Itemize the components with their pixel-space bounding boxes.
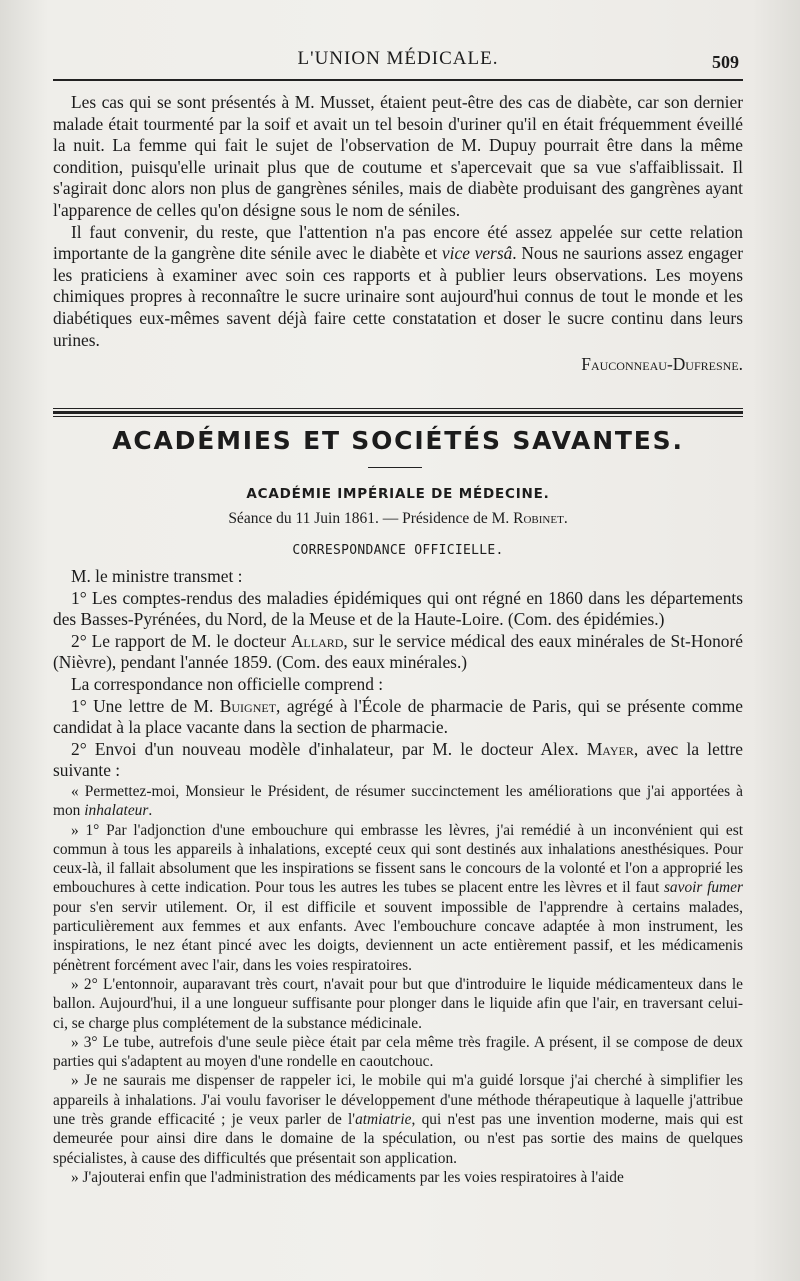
intro-paragraph-2: Il faut convenir, du reste, que l'attention n'a pas encore été assez appelée sur cette relation importante de la gangrène dite sénile avec le diabète et vice versâ. Nous ne saurions assez engager les praticiens à examiner avec soin ces rapports et à publier leurs observations. Les moyens chimiques propres à reconnaître le sucre urinaire sont aujourd'hui connus de tout le monde et les diabétiques eux-mêmes savent déjà faire cette constatation et doser le sucre continu dans leurs urines. bbox=[53, 221, 744, 350]
running-head bbox=[53, 44, 743, 76]
correspondance-heading: CORRESPONDANCE OFFICIELLE. bbox=[292, 543, 504, 558]
letter-text bbox=[53, 782, 743, 1187]
letter-paragraph-4: » 3° Le tube, autrefois d'une seule pièce était par cela même très fragile. A présent, il se compose de deux parties qui s'adaptent au moyen d'une rondelle en caoutchouc. bbox=[53, 1033, 743, 1071]
header-rule bbox=[53, 79, 743, 81]
nonofficial-line: La correspondance non officielle comprend : bbox=[71, 673, 384, 694]
italic-phrase: vice versâ bbox=[441, 243, 513, 264]
journal-title: L'UNION MÉDICALE. bbox=[297, 48, 499, 69]
author-signature: Fauconneau-Dufresne. bbox=[581, 354, 743, 375]
official-item-1: 1° Les comptes-rendus des maladies épidémiques qui ont régné en 1860 dans les départements des Basses-Pyrénées, du Nord, de la Meuse et de la Haute-Loire. (Com. des épidémies.) bbox=[53, 587, 743, 630]
section-separator bbox=[53, 408, 743, 417]
letter-paragraph-3: » 2° L'entonnoir, auparavant très court, n'avait pour but que d'introduire le liquide médicamenteux dans le ballon. Aujourd'hui, il a une longueur suffisante pour plonger dans le liquide afin que l'air, en traversant celui-ci, se charge plus complétement de la substance médicinale. bbox=[53, 975, 743, 1032]
page-number: 509 bbox=[712, 52, 739, 72]
official-item-2: 2° Le rapport de M. le docteur Allard, sur le service médical des eaux minérales de St-Honoré (Nièvre), pendant l'année 1859. (Com. des eaux minérales.) bbox=[53, 630, 743, 673]
correspondance-text bbox=[53, 566, 743, 782]
letter-paragraph-2: » 1° Par l'adjonction d'une embouchure qui embrasse les lèvres, j'ai remédié à un inconvénient qui est commun à tous les appareils à inhalations, excepté ceux qui sont destinés aux inhalations anesthésiques. Pour ceux-là, il fallait absolument que les inspirations se fissent sans le concours de la volonté et l'on a approprié les embouchures à cette indication. Pour tous les autres les tubes se placent entre les lèvres et il faut savoir fumer pour s'en servir utilement. Or, il est difficile et souvent impossible de l'apprendre à certains malades, particulièrement aux femmes et aux enfants. Avec l'embouchure concave adaptée à mon instrument, les inspirations, le nez étant pincé avec les doigts, deviennent un acte entièrement passif, et les médicamenis pénètrent forcément avec l'air, dans les voies respiratoires. bbox=[53, 821, 743, 974]
nonofficial-item-2: 2° Envoi d'un nouveau modèle d'inhalateur, par M. le docteur Alex. Mayer, avec la lettre suivante : bbox=[53, 738, 743, 781]
letter-paragraph-5: » Je ne saurais me dispenser de rappeler ici, le mobile qui m'a guidé lorsque j'ai cherché à simplifier les appareils à inhalations. J'ai voulu favoriser le développement d'une méthode thérapeutique à laquelle j'attribue une très grande efficacité ; je veux parler de l'atmiatrie, qui n'est pas une invention moderne, mais qui est demeurée pour ainsi dire dans le domaine de la spéculation, ou n'est pas sortie des mains de quelques spécialistes, à cause des difficultés que présentait son application. bbox=[53, 1072, 743, 1167]
intro-paragraph-1: Les cas qui se sont présentés à M. Musset, étaient peut-être des cas de diabète, car son dernier malade était tourmenté par la soif et avait un tel besoin d'uriner qu'il en était fréquemment éveillé la nuit. La femme qui fait le sujet de l'observation de M. Dupuy pourrait être dans la même condition, puisqu'elle urinait plus que de coutume et s'apercevait que sa vue s'affaiblissait. Il s'agirait donc alors non plus de gangrènes séniles, mais de diabète produisant des gangrènes ayant l'apparence de celles qu'on désigne sous le nom de séniles. bbox=[53, 92, 743, 220]
letter-paragraph-6: » J'ajouterai enfin que l'administration des médicaments par les voies respiratoires à l'aide bbox=[71, 1168, 624, 1186]
section-title: ACADÉMIES ET SOCIÉTÉS SAVANTES. bbox=[112, 426, 684, 455]
seance-line: Séance du 11 Juin 1861. — Présidence de M. Robinet. bbox=[228, 510, 568, 527]
intro-text bbox=[53, 92, 743, 375]
nonofficial-item-1: 1° Une lettre de M. Buignet, agrégé à l'École de pharmacie de Paris, qui se présente comme candidat à la place vacante dans la section de pharmacie. bbox=[53, 695, 743, 738]
academy-heading: ACADÉMIE IMPÉRIALE DE MÉDECINE. bbox=[246, 486, 550, 502]
minister-line: M. le ministre transmet : bbox=[71, 566, 243, 586]
letter-paragraph-1: « Permettez-moi, Monsieur le Président, de résumer succinctement les améliorations que j'ai apportées à mon inhalateur. bbox=[53, 783, 743, 820]
title-rule bbox=[368, 467, 422, 468]
